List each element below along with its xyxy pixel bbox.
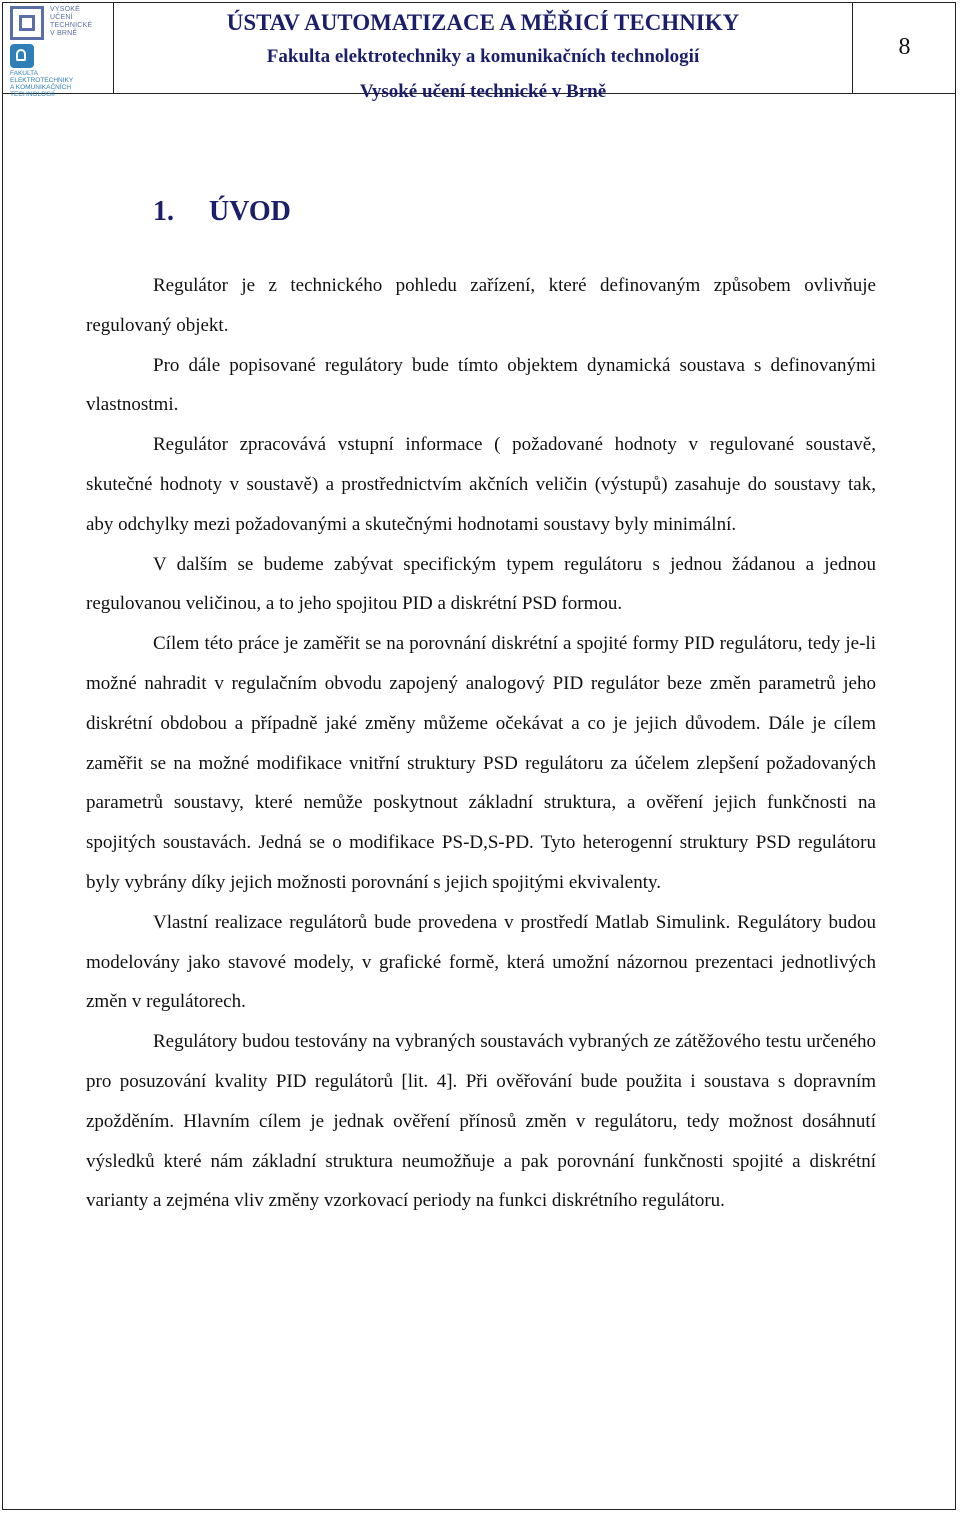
faculty-name: Fakulta elektrotechniky a komunikačních technologií (266, 46, 700, 67)
paragraph: Vlastní realizace regulátorů bude provedena v prostředí Matlab Simulink. Regulátory budou modelovány jako stavové modely, v grafické formě, která umožní názornou prezentaci jednotlivých změn v regulátorech. (86, 911, 876, 1013)
header-title-cell (114, 2, 853, 102)
logo-cell (2, 2, 114, 98)
body-text (86, 266, 876, 1221)
paragraph: Regulátory budou testovány na vybraných soustavách vybraných ze zátěžového testu určeného pro posuzování kvality PID regulátorů [lit. 4]. Při ověřování bude použita i soustava s dopravním zpožděním. Hlavním cílem je jednak ověření přínosů změn v regulátoru, tedy možnost dosáhnutí výsledků které nám základní struktura neumožňuje a pak porovnání funkčnosti spojité a diskrétní varianty a zejména vliv změny vzorkovací periody na funkci diskrétního regulátoru. (86, 1031, 876, 1212)
paragraph: Pro dále popisované regulátory bude tímto objektem dynamická soustava s definovanými vlastnostmi. (86, 354, 876, 416)
page-header (2, 2, 956, 102)
vut-logo-text: VYSOKÉ UČENÍ TECHNICKÉ V BRNĚ (50, 6, 93, 37)
fekt-logo-text: FAKULTA ELEKTROTECHNIKY A KOMUNIKAČNÍCH TECHNOLOGIÍ (10, 70, 74, 98)
paragraph: V dalším se budeme zabývat specifickým typem regulátoru s jednou žádanou a jednou regulovanou veličinou, a to jeho spojitou PID a diskrétní PSD formou. (86, 553, 876, 615)
institute-name: ÚSTAV AUTOMATIZACE A MĚŘICÍ TECHNIKY (226, 10, 740, 35)
section-number: 1. (153, 196, 174, 227)
university-name: Vysoké učení technické v Brně (359, 81, 607, 102)
section-heading (153, 196, 291, 228)
paragraph: Regulátor je z technického pohledu zařízení, které definovaným způsobem ovlivňuje regulovaný objekt. (86, 275, 876, 336)
vut-logo (10, 6, 110, 46)
fekt-logo-mark-icon (10, 44, 34, 68)
paragraph: Regulátor zpracovává vstupní informace ( požadované hodnoty v regulované soustavě, skutečné hodnoty v soustavě) a prostřednictvím akčních veličin (výstupů) zasahuje do soustavy tak, aby odchylky mezi požadovanými a skutečnými hodnotami soustavy byly minimální. (86, 434, 876, 535)
page-number: 8 (898, 34, 911, 60)
section-title: ÚVOD (209, 196, 291, 227)
vut-logo-mark-icon (10, 6, 44, 40)
fekt-logo (10, 44, 110, 98)
paragraph: Cílem této práce je zaměřit se na porovnání diskrétní a spojité formy PID regulátoru, tedy je-li možné nahradit v regulačním obvodu zapojený analogový PID regulátor beze změn parametrů jeho diskrétní obdobou a případně jaké změny můžeme očekávat a co je jejich důvodem. Dále je cílem zaměřit se na možné modifikace vnitřní struktury PSD regulátoru za účelem zlepšení požadovaných parametrů soustavy, které nemůže poskytnout základní struktura, a ověření jejich funkčnosti na spojitých soustavách. Jedná se o modifikace PS-D,S-PD. Tyto heterogenní struktury PSD regulátoru byly vybrány díky jejich možnosti porovnání s jejich spojitými ekvivalenty. (86, 633, 876, 893)
